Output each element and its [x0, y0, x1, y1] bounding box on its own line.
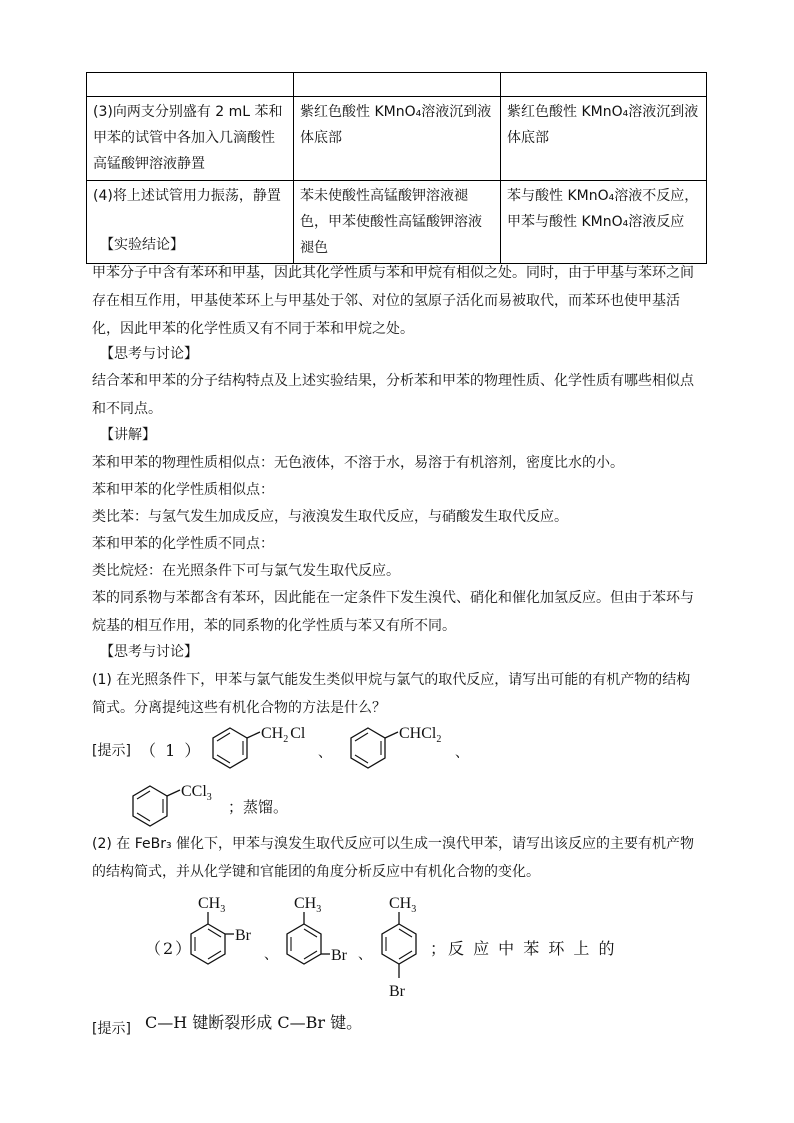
separator: 、 [318, 745, 332, 761]
benzyl-chloride-structure [200, 722, 330, 778]
answer-2-tail: ；反 应 中 苯 环 上 的 [430, 939, 617, 958]
answer-1-tail: ；蒸馏。 [228, 798, 289, 816]
formula-main: $CH_3$ [389, 895, 417, 915]
discussion-text: 结合苯和甲苯的分子结构特点及上述实验结果，分析苯和甲苯的物理性质、化学性质有哪些相似点和不同点。 [92, 373, 694, 417]
explanation-line: 类比苯：与氢气发生加成反应，与液溴发生取代反应，与硝酸发生取代反应。 [92, 509, 568, 525]
formula-subscript: 3 [206, 792, 212, 803]
answer-1-number: （ 1 ） [140, 741, 203, 760]
benzal-chloride-structure [338, 722, 468, 778]
hint-label: [提示] [92, 743, 131, 759]
explanation-line: 苯和甲苯的化学性质相似点： [92, 482, 274, 498]
formula-main: $CH_3$ [198, 895, 226, 915]
question-1: (1) 在光照条件下，甲苯与氯气能发生类似甲烷与氯气的取代反应，请写出可能的有机产物的结构简式。分离提纯这些有机化合物的方法是什么？ [92, 672, 691, 716]
explanation-line: 类比烷烃：在光照条件下可与氯气发生取代反应。 [92, 563, 400, 579]
svg-text:CH2Cl [261, 725, 306, 745]
answer-2-end: C—H 键断裂形成 C—Br 键。 [145, 1013, 363, 1032]
bromine-label: Br [389, 983, 405, 1000]
explanation-paragraph: 苯的同系物与苯都含有苯环，因此能在一定条件下发生溴代、硝化和催化加氢反应。但由于苯环与烷基的相互作用，苯的同系物的化学性质与苯又有所不同。 [92, 590, 694, 634]
formula-main: $CH_3$ [294, 895, 322, 915]
question-2: (2) 在 FeBr₃ 催化下，甲苯与溴发生取代反应可以生成一溴代甲苯，请写出该反应的主要有机产物的结构简式，并从化学键和官能团的角度分析反应中有机化合物的变化。 [92, 836, 695, 880]
table-cell: 紫红色酸性 KMnO₄溶液沉到液体底部 [501, 97, 707, 181]
conclusion-text: 甲苯分子中含有苯环和甲基，因此其化学性质与苯和甲烷有相似之处。同时，由于甲基与苯环之间存在相互作用，甲基使苯环上与甲基处于邻、对位的氢原子活化而易被取代，而苯环也使甲基活化，因此甲苯的化学性质又有不同于苯和甲烷之处。 [92, 265, 694, 337]
table-cell: (3)向两支分别盛有 2 mL 苯和甲苯的试管中各加入几滴酸性高锰酸钾溶液静置 [87, 97, 294, 181]
svg-text:CCl3 [181, 783, 212, 803]
table-row [87, 73, 707, 97]
separator: 、 [358, 947, 372, 963]
formula-main: CCl [181, 783, 207, 800]
formula-subscript: 2 [436, 734, 442, 745]
explanation-line: 苯和甲苯的化学性质不同点： [92, 536, 274, 552]
benzotrichloride-structure [120, 780, 230, 836]
m-bromotoluene-structure [280, 888, 370, 978]
discussion-heading: 【思考与讨论】 [100, 346, 198, 362]
o-bromotoluene-structure [180, 888, 270, 978]
separator: 、 [264, 947, 278, 963]
svg-text:CHCl2 [399, 725, 441, 745]
table-cell [294, 73, 501, 97]
table-cell [87, 73, 294, 97]
formula-subscript: 2 [283, 734, 289, 745]
separator: 、 [455, 745, 469, 761]
conclusion-heading: 【实验结论】 [100, 237, 184, 253]
explanation-heading: 【讲解】 [100, 427, 156, 443]
table-cell [501, 73, 707, 97]
bromine-label: Br [331, 947, 347, 964]
table-cell: (4)将上述试管用力振荡，静置 [87, 181, 294, 264]
explanation-line: 苯和甲苯的物理性质相似点：无色液体，不溶于水，易溶于有机溶剂，密度比水的小。 [92, 455, 624, 471]
formula-main: CH [261, 725, 284, 742]
discussion-heading-2: 【思考与讨论】 [100, 644, 198, 660]
answer-2-number: （2） [145, 939, 194, 958]
hint-label: [提示] [92, 1021, 131, 1037]
table-row [87, 97, 707, 181]
table-cell: 紫红色酸性 KMnO₄溶液沉到液体底部 [294, 97, 501, 181]
bromine-label: Br [235, 927, 251, 944]
table-cell: 苯与酸性 KMnO₄溶液不反应，甲苯与酸性 KMnO₄溶液反应 [501, 181, 707, 264]
formula-main: CHCl [399, 725, 437, 742]
formula-tail: Cl [290, 725, 306, 742]
table-cell: 苯未使酸性高锰酸钾溶液褪色，甲苯使酸性高锰酸钾溶液褪色 [294, 181, 501, 264]
